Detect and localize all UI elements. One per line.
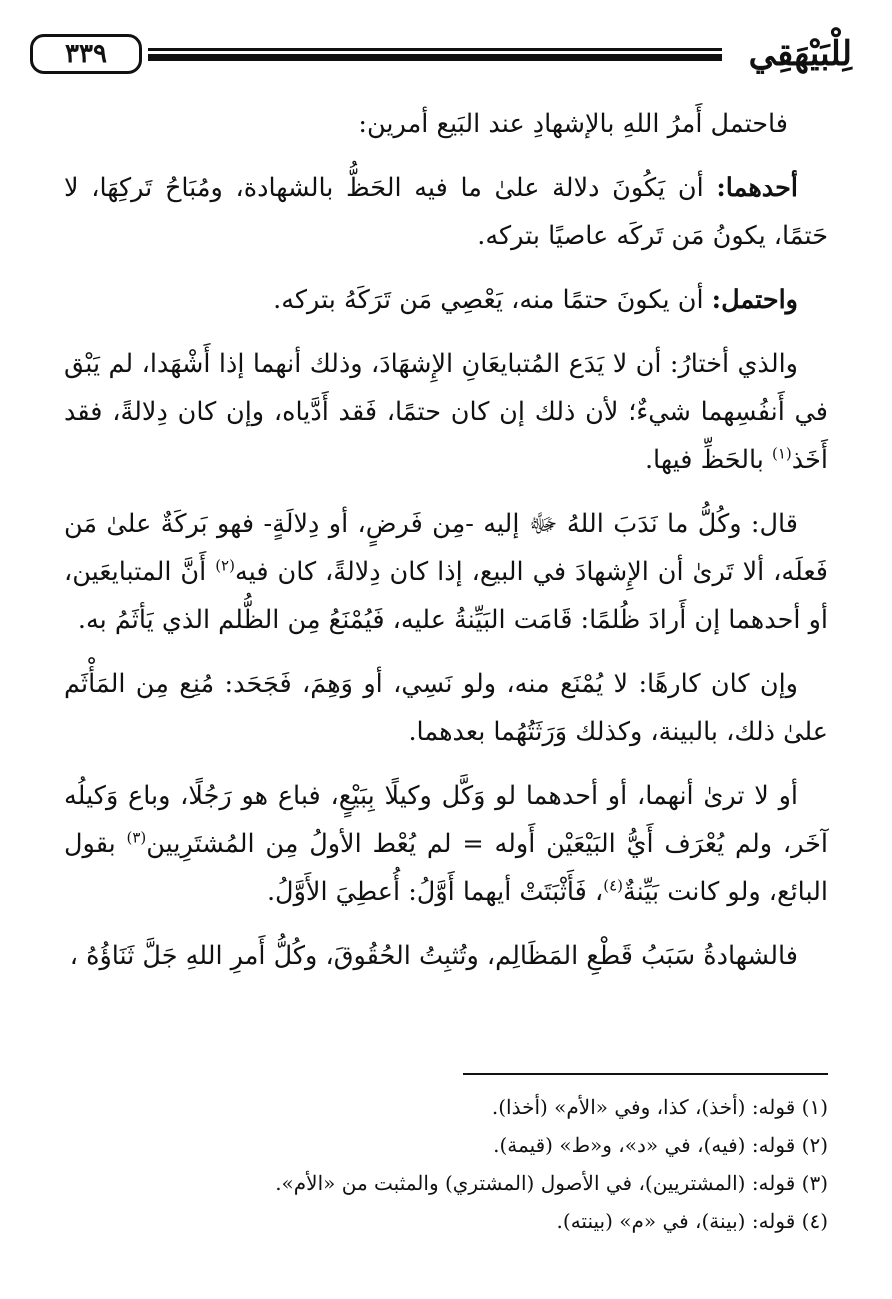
paragraph	[64, 100, 828, 148]
footnote-marker: (٤)	[603, 876, 623, 895]
paragraph	[64, 772, 828, 916]
main-text	[64, 100, 828, 996]
footnotes	[64, 1088, 828, 1240]
running-title: لِلْبَيْهَقِي	[748, 34, 852, 74]
paragraph-text: أن يَكُونَ دلالة علىٰ ما فيه الحَظُّ بالشهادة، ومُبَاحُ تَركِهَا، لا حَتمًا، يكونُ مَن تَركَه عاصيًا بتركه.	[64, 173, 828, 251]
paragraph-text-continued: ، فَأَثْبَتَتْ أيهما أَوَّلُ: أُعطِيَ الأَوَّلُ.	[266, 877, 604, 907]
footnote: (٤) قوله: (بينة)، في «م» (بينته).	[556, 1209, 828, 1233]
paragraph-text-continued: بقول البائع، ولو كانت بَيِّنةٌ	[64, 829, 828, 907]
paragraph-lead: أحدهما:	[716, 173, 798, 203]
footnote: (٣) قوله: (المشتريين)، في الأصول (المشتري) والمثبت من «الأم».	[275, 1171, 828, 1195]
header-rule-thick	[148, 54, 722, 61]
header-rule-thin	[148, 48, 722, 51]
paragraph	[64, 500, 828, 644]
paragraph-text-continued: أَنَّ المتبايعَين، أو أحدهما إن أَرادَ ظُلمًا: قَامَت البَيِّنةُ عليه، فَيُمْنَعُ مِن الظُّلم الذي يَأثَمُ به.	[64, 557, 828, 635]
paragraph-text: فاحتمل أَمرُ اللهِ بالإشهادِ عند البَيع أمرين:	[358, 109, 788, 139]
footnote: (١) قوله: (أخذ)، كذا، وفي «الأم» (أخذا).	[491, 1095, 828, 1119]
paragraph-text-continued: بالحَظِّ فيها.	[644, 445, 772, 475]
footnote-marker: (٢)	[215, 556, 235, 575]
paragraph-lead: واحتمل:	[711, 285, 798, 315]
paragraph-text: وإن كان كارهًا: لا يُمْنَع منه، ولو نَسِي، أو وَهِمَ، فَجَحَد: مُنِع مِن المَأْثَم علىٰ ذلك، بالبينة، وكذلك وَرَثَتُهُما بعدهما.	[64, 669, 828, 747]
paragraph-text: أو لا ترىٰ أنهما، أو أحدهما لو وَكَّل وكيلًا بِبَيْعٍ، فباع هو رَجُلًا، وباع وَكيلُه آخَر، ولم يُعْرَف أَيُّ البَيْعَيْن أَوله = لم يُعْط الأولُ مِن المُشتَرِيين	[64, 781, 828, 859]
footnote: (٢) قوله: (فيه)، في «د»، و«ط» (قيمة).	[493, 1133, 828, 1157]
paragraph-text: والذي أختارُ: أن لا يَدَع المُتبايعَانِ الإِشهَادَ، وذلك أنهما إذا أَشْهَدا، لم يَبْق في أَنفُسِهما شيءٌ؛ لأن ذلك إن كان حتمًا، فَقد أَدَّياه، وإن كان دِلالةً، فقد أَخَذ	[64, 349, 828, 475]
paragraph	[64, 164, 828, 260]
paragraph	[64, 660, 828, 756]
paragraph	[64, 340, 828, 484]
paragraph	[64, 932, 828, 980]
paragraph	[64, 276, 828, 324]
paragraph-text: قال: وكُلُّ ما نَدَبَ اللهُ ﷻ إليه -مِن فَرضٍ، أو دِلالَةٍ- فهو بَركَةٌ علىٰ مَن فَعلَه، ألا تَرىٰ أن الإِشهادَ في البيع، إذا كان دِلالةً، كان فيه	[64, 509, 828, 587]
page-header	[30, 28, 852, 84]
footnote-marker: (٣)	[126, 828, 147, 847]
footnote-separator	[463, 1073, 828, 1075]
footnote-marker: (١)	[771, 444, 792, 463]
paragraph-text: أن يكونَ حتمًا منه، يَعْصِي مَن تَرَكَهُ بتركه.	[273, 285, 712, 315]
paragraph-text: فالشهادةُ سَبَبُ قَطْعِ المَظَالِم، وتُثبِتُ الحُقُوقَ، وكُلُّ أَمرِ اللهِ جَلَّ ثَنَاؤُهُ ،	[69, 941, 798, 971]
page-number: ٣٣٩	[30, 34, 142, 74]
